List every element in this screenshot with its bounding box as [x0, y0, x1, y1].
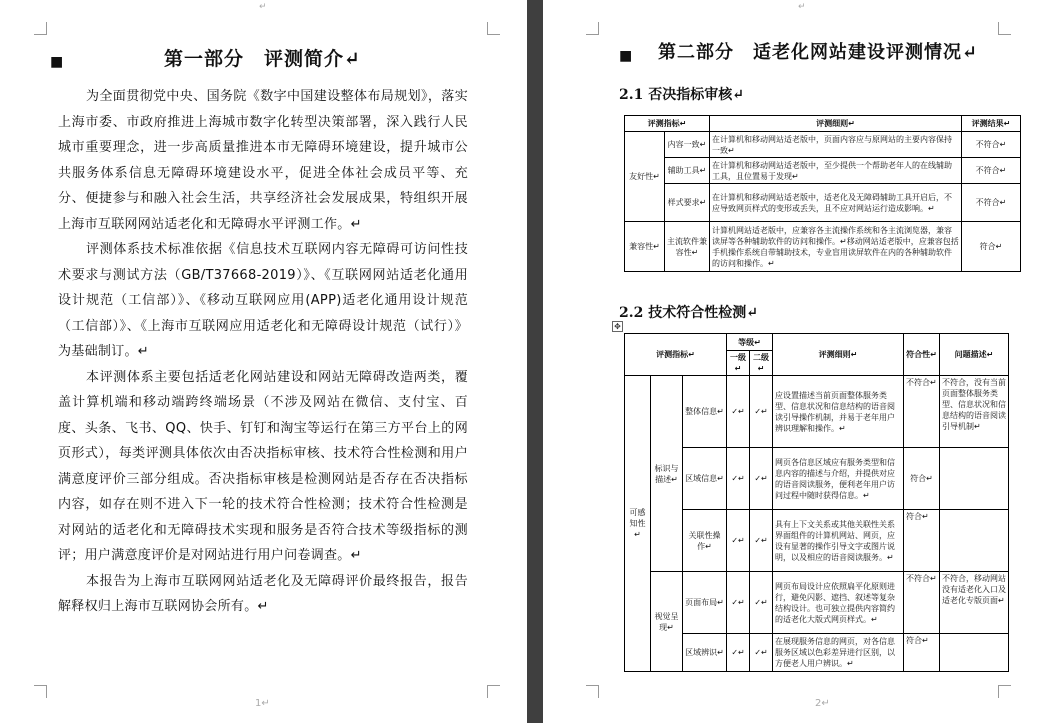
header-paragraph-mark: ↵: [798, 2, 806, 12]
detail-cell: 计算机网站适老版中，应兼容各主流操作系统和各主流浏览器，兼容读屏等各种辅助软件的访问和操作。↵移动网站适老版中，应兼容包括手机操作系统自带辅助技术，专业盲用读屏软件在内的各种辅助软件的访问和操作。↵: [710, 222, 962, 272]
problem-cell: [940, 634, 1009, 672]
table-row: [625, 376, 1009, 448]
result-cell: 符合↵: [962, 222, 1021, 272]
veto-indicator-table[interactable]: [624, 115, 1021, 272]
section-heading-2-2[interactable]: 2.2 技术符合性检测↵: [619, 305, 758, 321]
compliance-cell: 不符合↵: [904, 572, 940, 634]
table-row: [625, 184, 1021, 222]
sub-indicator: 区域信息↵: [683, 448, 727, 510]
sub-indicator: 主流软件兼容性↵: [665, 222, 710, 272]
table-row: [625, 448, 1009, 510]
heading-bullet: ■: [50, 54, 64, 70]
group-compat: 兼容性↵: [625, 222, 665, 272]
page-gutter: [527, 0, 543, 723]
sub-indicator: 内容一致↵: [665, 132, 710, 158]
page-number: 1↵: [255, 698, 270, 709]
group-visual: 视觉呈现↵: [651, 572, 683, 672]
group-friendly: 友好性↵: [625, 132, 665, 222]
detail-cell: 在计算机和移动网站适老版中，至少提供一个帮助老年人的在线辅助工具，且位置易于发现↵: [710, 158, 962, 184]
paragraph[interactable]: 为全面贯彻党中央、国务院《数字中国建设整体布局规划》，落实上海市委、市政府推进上海城市数字化转型决策部署，深入践行人民城市重要理念，进一步高质量推进本市无障碍环境建设，提升城市公共服务体系信息无障碍环境建设水平，促进全体社会成员平等、充分、便捷参与和融入社会生活，共享经济社会发展成果，特组织开展上海市互联网网站适老化和无障碍水平评测工作。↵: [58, 89, 468, 232]
result-cell: 不符合↵: [962, 132, 1021, 158]
header-result: 评测结果↵: [962, 116, 1021, 132]
table-header-row: [625, 116, 1021, 132]
header-indicator: 评测指标↵: [625, 116, 710, 132]
sub-indicator: 区域辨识↵: [683, 634, 727, 672]
detail-cell: 在计算机和移动网站适老版中，页面内容应与原网站的主要内容保持一致↵: [710, 132, 962, 158]
sub-indicator: 关联性操作↵: [683, 510, 727, 572]
margin-corner-mark: [487, 22, 500, 35]
header-problem: 问题描述↵: [940, 334, 1009, 376]
check-level-1: ✓↵: [727, 510, 750, 572]
header-level: 等级↵: [727, 334, 773, 351]
detail-cell: 在计算机和移动网站适老版中，适老化及无障碍辅助工具开启后，不应导致网页样式的变形或丢失，且不应对网站运行造成影响。↵: [710, 184, 962, 222]
result-cell: 不符合↵: [962, 184, 1021, 222]
table-row: [625, 132, 1021, 158]
problem-cell: 不符合，没有当前页面整体服务类型、信息状况和信息结构的语音阅读引导机制↵: [940, 376, 1009, 448]
paragraph[interactable]: 本报告为上海市互联网网站适老化及无障碍评价最终报告，报告解释权归上海市互联网协会所有。↵: [58, 573, 468, 614]
detail-cell: 网页各信息区域应有服务类型和信息内容的描述与介绍，并提供对应的语音阅读服务，便利老年用户访问过程中随时获得信息。↵: [773, 448, 904, 510]
margin-corner-mark: [998, 685, 1011, 698]
compliance-cell: 符合↵: [904, 448, 940, 510]
technical-compliance-table[interactable]: [624, 333, 1009, 672]
table-row: [625, 222, 1021, 272]
compliance-cell: 符合↵: [904, 510, 940, 572]
margin-corner-mark: [34, 22, 47, 35]
sub-indicator: 辅助工具↵: [665, 158, 710, 184]
paragraph[interactable]: 评测体系技术标准依据《信息技术互联网内容无障碍可访问性技术要求与测试方法（GB/T37668-2019）》、《互联网网站适老化通用设计规范（工信部）》、《移动互联网应用(APP)适老化通用设计规范（工信部）》、《上海市互联网应用适老化和无障碍设计规范（试行）》为基础制订。↵: [58, 242, 468, 359]
check-level-2: ✓↵: [750, 448, 773, 510]
check-level-1: ✓↵: [727, 376, 750, 448]
header-detail: 评测细则↵: [773, 334, 904, 376]
page-title[interactable]: 第一部分 评测简介↵: [164, 48, 361, 70]
detail-cell: 在展现服务信息的网页，对各信息服务区域以色彩差异进行区别，以方便老人用户辨识。↵: [773, 634, 904, 672]
sub-indicator: 样式要求↵: [665, 184, 710, 222]
header-indicator: 评测指标↵: [625, 334, 727, 376]
problem-cell: 不符合，移动网站没有适老化入口及适老化专版页面↵: [940, 572, 1009, 634]
compliance-cell: 不符合↵: [904, 376, 940, 448]
table-row: [625, 634, 1009, 672]
header-level-2: 二级↵: [750, 351, 773, 376]
check-level-1: ✓↵: [727, 572, 750, 634]
detail-cell: 具有上下文关系或其他关联性关系界面组件的计算机网站、网页，应设有显著的操作引导文字或图片说明，以及相应的语音阅读服务。↵: [773, 510, 904, 572]
result-cell: 不符合↵: [962, 158, 1021, 184]
table-header-row: [625, 334, 1009, 351]
group-identification: 标识与描述↵: [651, 376, 683, 572]
section-heading-2-1[interactable]: 2.1 否决指标审核↵: [619, 87, 744, 103]
compliance-cell: 符合↵: [904, 634, 940, 672]
check-level-2: ✓↵: [750, 634, 773, 672]
check-level-2: ✓↵: [750, 510, 773, 572]
paragraph[interactable]: 本评测体系主要包括适老化网站建设和网站无障碍改造两类，覆盖计算机端和移动端跨终端场景（不涉及网站在微信、支付宝、百度、头条、飞书、QQ、快手、钉钉和淘宝等运行在第三方平台上的网页形式），每类评测具体依次由否决指标审核、技术符合性检测和用户满意度评价三部分组成。否决指标审核是检测网站是否存在否决指标内容，如存在则不进入下一轮的技术符合性检测；技术符合性检测是对网站的适老化和无障碍技术实现和服务是否符合技术等级指标的测评；用户满意度评价是对网站进行用户问卷调查。↵: [58, 369, 468, 563]
table-row: [625, 572, 1009, 634]
document-page-2: [543, 0, 1051, 723]
check-level-1: ✓↵: [727, 634, 750, 672]
detail-cell: 应设置描述当前页面整体服务类型、信息状况和信息结构的语音阅读引导操作机制，并易于老年用户辨识理解和操作。↵: [773, 376, 904, 448]
margin-corner-mark: [998, 22, 1011, 35]
margin-corner-mark: [34, 685, 47, 698]
table-row: [625, 158, 1021, 184]
check-level-2: ✓↵: [750, 376, 773, 448]
sub-indicator: 页面布局↵: [683, 572, 727, 634]
page-title[interactable]: 第二部分 适老化网站建设评测情况↵: [658, 42, 979, 63]
detail-cell: 网页布局设计应依照扁平化原则进行，避免闪影、遮挡、叙述等复杂结构设计。也可独立提供内容简约的适老化大版式网页样式。↵: [773, 572, 904, 634]
check-level-2: ✓↵: [750, 572, 773, 634]
margin-corner-mark: [586, 685, 599, 698]
body-text[interactable]: [58, 84, 468, 620]
group-perceivable: 可感知性↵: [625, 376, 651, 672]
heading-bullet: ■: [619, 48, 633, 64]
problem-cell: [940, 510, 1009, 572]
page-number: 2↵: [815, 698, 830, 709]
header-detail: 评测细则↵: [710, 116, 962, 132]
header-compliance: 符合性↵: [904, 334, 940, 376]
problem-cell: [940, 448, 1009, 510]
sub-indicator: 整体信息↵: [683, 376, 727, 448]
table-row: [625, 510, 1009, 572]
margin-corner-mark: [487, 685, 500, 698]
check-level-1: ✓↵: [727, 448, 750, 510]
table-move-handle-icon[interactable]: ✥: [612, 321, 623, 332]
header-paragraph-mark: ↵: [259, 2, 267, 12]
margin-corner-mark: [586, 22, 599, 35]
header-level-1: 一级↵: [727, 351, 750, 376]
